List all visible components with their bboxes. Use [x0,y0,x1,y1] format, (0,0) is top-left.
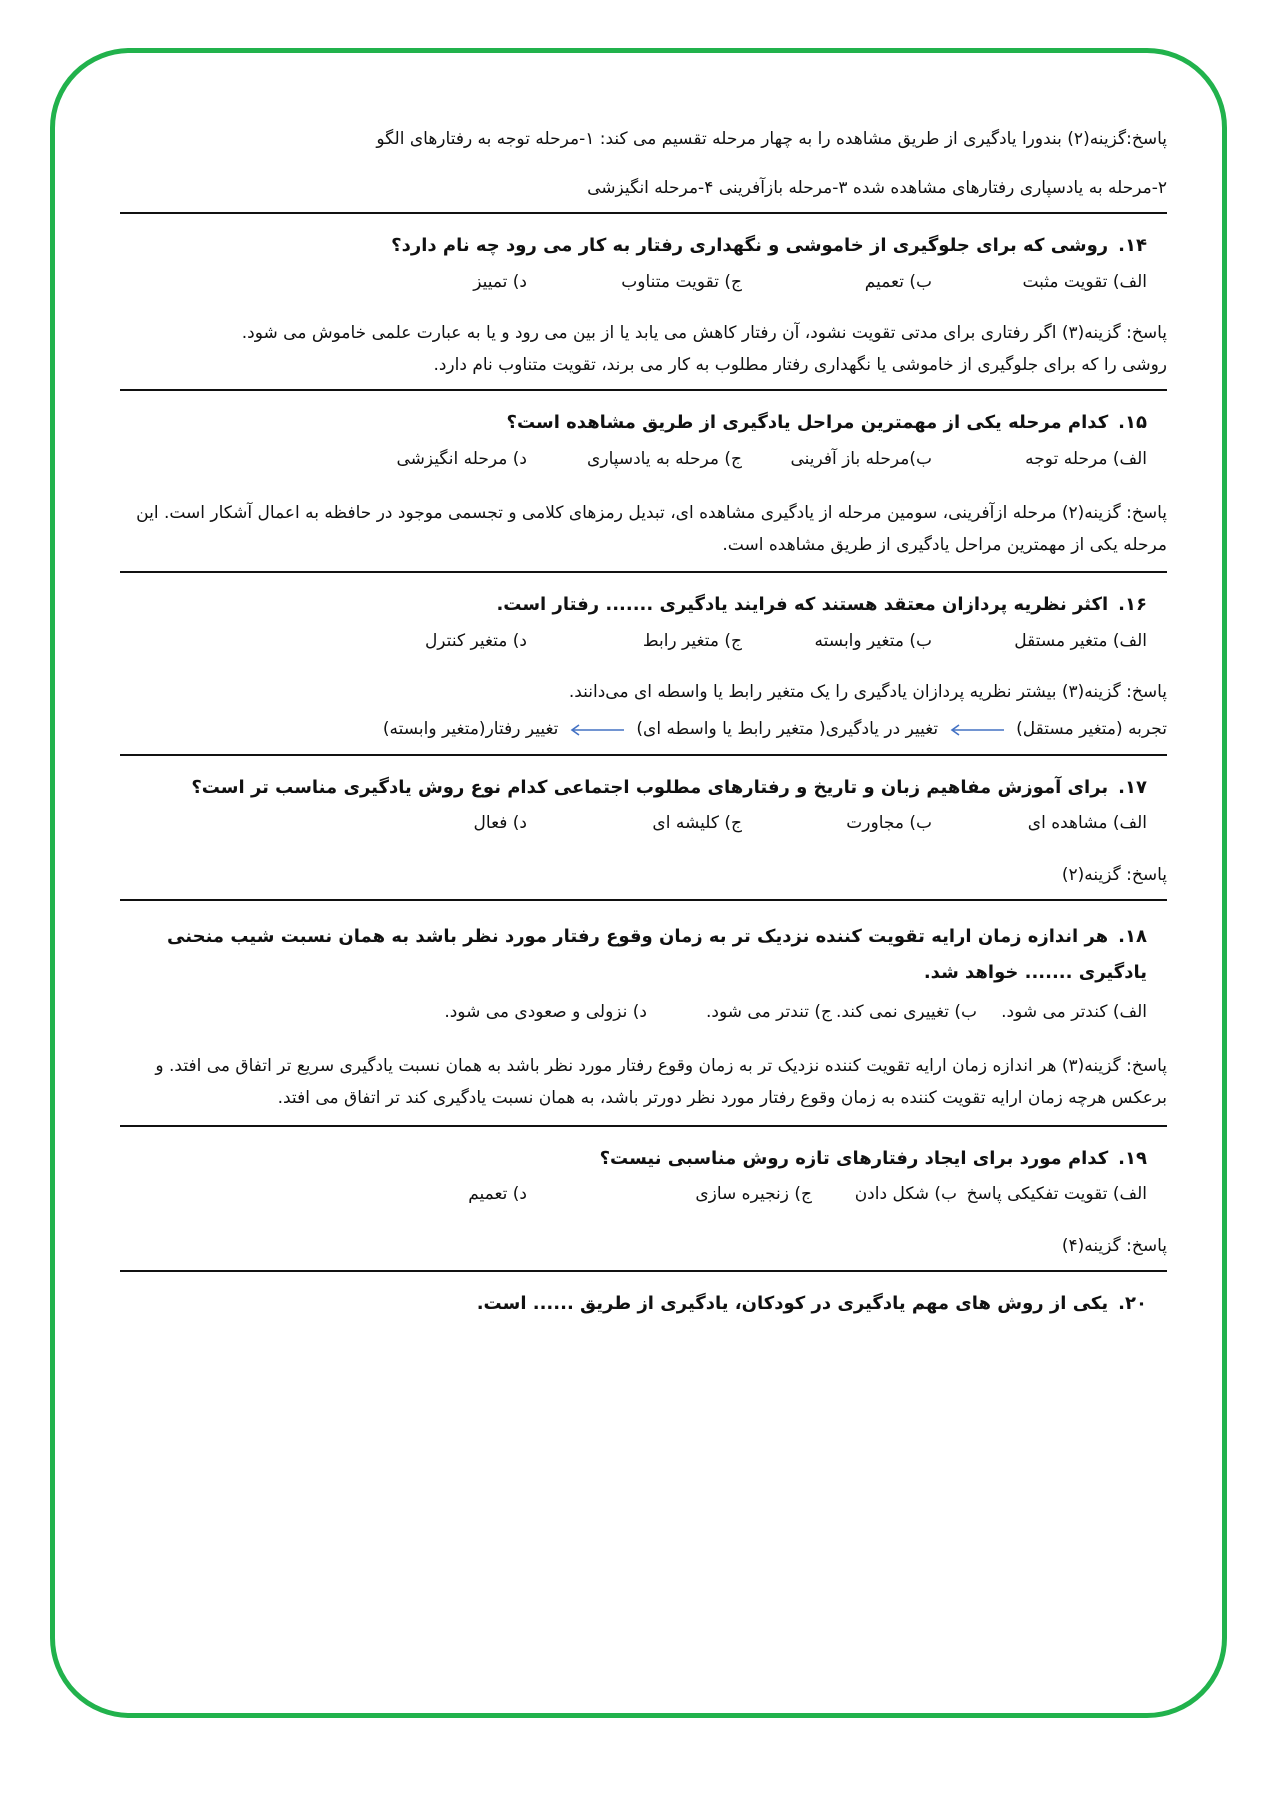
question-number: ۱۸. [1118,925,1147,947]
options-14 [120,269,1167,296]
options-15 [120,446,1167,473]
question-15 [120,409,1147,438]
option-d: د) تمییز [473,272,527,293]
question-number: ۱۷. [1118,776,1147,798]
option-c: ج) تندتر می شود. [706,1001,832,1022]
question-text: کدام مورد برای ایجاد رفتارهای تازه روش مناسبی نیست؟ [599,1147,1109,1169]
option-c: ج) مرحله به یادسپاری [587,448,742,469]
divider [120,571,1167,573]
option-d: د) نزولی و صعودی می شود. [444,1001,647,1022]
question-number: ۱۶. [1118,594,1147,616]
divider [120,1125,1167,1127]
question-text: روشی که برای جلوگیری از خاموشی و نگهداری رفتار به کار می رود چه نام دارد؟ [391,235,1109,257]
question-17 [120,774,1147,803]
flow-learning-change: تغییر در یادگیری( متغیر رابط یا واسطه ای) [636,719,939,740]
answer-16: پاسخ: گزینه(۳) بیشتر نظریه پردازان یادگیری را یک متغیر رابط یا واسطه ای می‌دانند. [568,682,1167,703]
answer-18: پاسخ: گزینه(۳) هر اندازه زمان ارایه تقویت کننده نزدیک تر به زمان وقوع رفتار مورد نظر باشد به همان نسبت یادگیری سریع تر اتفاق می افتد. و برعکس هرچه زمان ارایه تقویت کننده به زمان وقوع رفتار مورد نظر دورتر باشد، به همان نسبت یادگیری کند تر اتفاق می افتد. [155,1056,1167,1109]
answer-17: پاسخ: گزینه(۲) [1061,864,1167,885]
option-b: ب) متغیر وابسته [814,631,932,652]
option-a: الف) متغیر مستقل [1014,631,1147,652]
option-b: ب) تغییری نمی کند. [835,1001,977,1022]
question-text: اکثر نظریه پردازان معتقد هستند که فرایند یادگیری ....... رفتار است. [496,594,1109,616]
answer-19: پاسخ: گزینه(۴) [1061,1235,1167,1256]
answer-15: پاسخ: گزینه(۲) مرحله ازآفرینی، سومین مرحله از یادگیری مشاهده ای، تبدیل رمزهای کلامی و تجسمی موجود در حافظه به اعمال آشکار است. این مرحله یکی از مهمترین مراحل یادگیری از طریق مشاهده است. [136,502,1167,556]
divider [120,389,1167,391]
arrow-left-icon [948,724,1006,736]
flow-behavior-change: تغییر رفتار(متغیر وابسته) [382,719,559,740]
option-c: ج) کلیشه ای [652,813,742,834]
intro-answer-line-2: ۲-مرحله به یادسپاری رفتارهای مشاهده شده ۳-مرحله بازآفرینی ۴-مرحله انگیزشی [587,178,1167,199]
question-18 [120,919,1147,991]
option-d: د) مرحله انگیزشی [396,448,527,469]
options-16 [120,628,1167,655]
question-20 [120,1290,1147,1319]
option-c: ج) زنجیره سازی [695,1184,812,1205]
option-d: د) متغیر کنترل [424,631,527,652]
divider [120,899,1167,901]
exam-content [120,112,1167,1327]
options-19 [120,1181,1167,1208]
intro-answer-line-1: پاسخ:گزینه(۲) بندورا یادگیری از طریق مشاهده را به چهار مرحله تقسیم می کند: ۱-مرحله توجه به رفتارهای الگو [376,129,1167,149]
option-a: الف) تقویت تفکیکی پاسخ [966,1184,1147,1205]
options-17 [120,810,1167,837]
option-b: ب)مرحله باز آفرینی [790,448,932,469]
option-a: الف) مشاهده ای [1027,813,1147,834]
question-number: ۲۰. [1118,1292,1147,1314]
question-text: هر اندازه زمان ارایه تقویت کننده نزدیک تر به زمان وقوع رفتار مورد نظر باشد به همان نسبت شیب منحنی یادگیری ....... خواهد شد. [167,925,1147,983]
option-d: د) تعمیم [468,1184,527,1205]
option-a: الف) مرحله توجه [1025,448,1147,469]
arrow-left-icon [568,724,626,736]
flow-experience: تجربه (متغیر مستقل) [1016,719,1167,740]
options-18 [120,999,1167,1026]
option-b: ب) شکل دادن [854,1184,957,1205]
question-text: برای آموزش مفاهیم زبان و تاریخ و رفتارهای مطلوب اجتماعی کدام نوع روش یادگیری مناسب تر است؟ [191,776,1109,798]
divider [120,1270,1167,1272]
divider [120,754,1167,756]
option-c: ج) متغیر رابط [642,631,742,652]
question-number: ۱۹. [1118,1147,1147,1169]
divider [120,212,1167,214]
question-14 [120,232,1147,261]
option-a: الف) تقویت مثبت [1022,272,1147,293]
question-number: ۱۵. [1118,411,1147,433]
answer-14-line-1: پاسخ: گزینه(۳) اگر رفتاری برای مدتی تقویت نشود، آن رفتار کاهش می یابد یا از بین می رود و یا به عبارت علمی خاموش می شود. [241,323,1167,344]
question-text: کدام مرحله یکی از مهمترین مراحل یادگیری از طریق مشاهده است؟ [506,411,1109,433]
option-a: الف) کندتر می شود. [1001,1001,1147,1022]
question-19 [120,1145,1147,1174]
question-16 [120,591,1147,620]
option-b: ب) مجاورت [846,813,932,834]
option-d: د) فعال [473,813,527,834]
question-text: یکی از روش های مهم یادگیری در کودکان، یادگیری از طریق ...... است. [476,1292,1109,1314]
option-c: ج) تقویت متناوب [621,272,742,293]
option-b: ب) تعمیم [864,272,932,293]
answer-14-line-2: روشی را که برای جلوگیری از خاموشی یا نگهداری رفتار مطلوب به کار می برند، تقویت متناوب نام دارد. [433,354,1167,375]
learning-flow [120,716,1167,743]
question-number: ۱۴. [1118,235,1147,257]
